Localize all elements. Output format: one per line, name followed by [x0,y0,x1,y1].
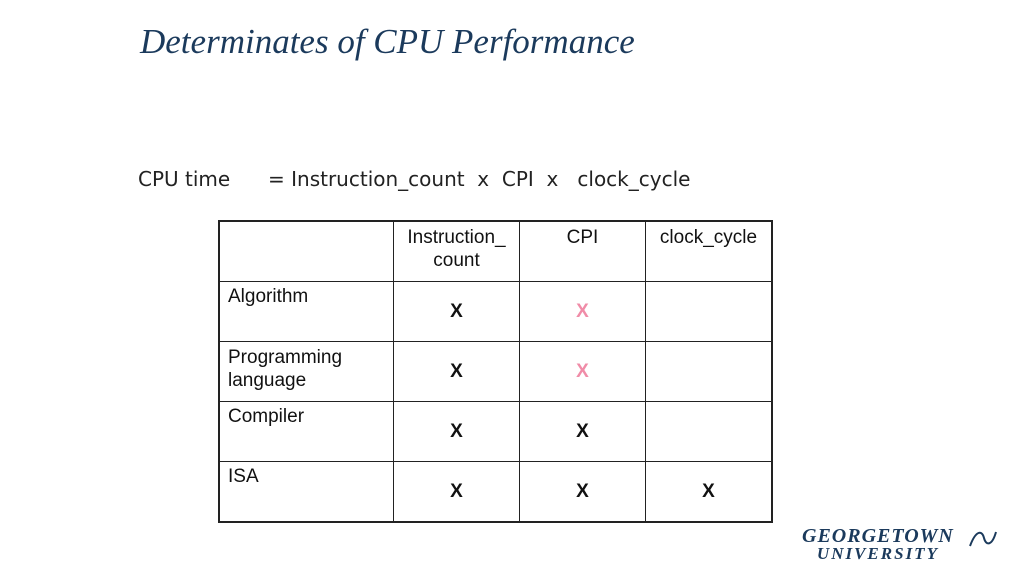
cell-programming-language-instruction-count: X [394,342,520,402]
slide-title: Determinates of CPU Performance [140,22,635,61]
column-header-clock-cycle [646,221,773,282]
cpu-time-formula [138,167,690,191]
logo-line-2: UNIVERSITY [816,544,939,563]
performance-factors-table [218,220,773,523]
cell-compiler-cpi: X [520,402,646,462]
cell-isa-instruction-count: X [394,462,520,523]
column-header-cpi [520,221,646,282]
logo-swash-icon [968,526,998,552]
cell-algorithm-cpi: X [520,282,646,342]
table-row [219,402,772,462]
row-label-compiler: Compiler [219,402,394,462]
cell-programming-language-cpi: X [520,342,646,402]
formula-rhs: = Instruction_count x CPI x clock_cycle [268,167,691,191]
column-header-clock-cycle-label: clock_cycle [659,227,758,248]
cell-compiler-clock-cycle [646,402,773,462]
column-header-cpi-label: CPI [566,227,599,248]
row-label-algorithm: Algorithm [219,282,394,342]
cell-algorithm-instruction-count: X [394,282,520,342]
row-label-programming-language: Programming language [219,342,394,402]
row-label-isa: ISA [219,462,394,523]
table-row [219,342,772,402]
column-header-instruction-count-label: Instruction_ count [407,227,506,271]
table-row [219,462,772,523]
formula-lhs: CPU time [138,167,231,191]
table-header-row [219,221,772,282]
georgetown-university-logo [802,525,954,563]
logo-line-1: GEORGETOWN [802,525,954,547]
cell-programming-language-clock-cycle [646,342,773,402]
column-header-instruction-count [394,221,520,282]
table-row [219,282,772,342]
cell-isa-cpi: X [520,462,646,523]
cell-compiler-instruction-count: X [394,402,520,462]
cell-algorithm-clock-cycle [646,282,773,342]
cell-isa-clock-cycle: X [646,462,773,523]
table-corner-cell [219,221,394,282]
